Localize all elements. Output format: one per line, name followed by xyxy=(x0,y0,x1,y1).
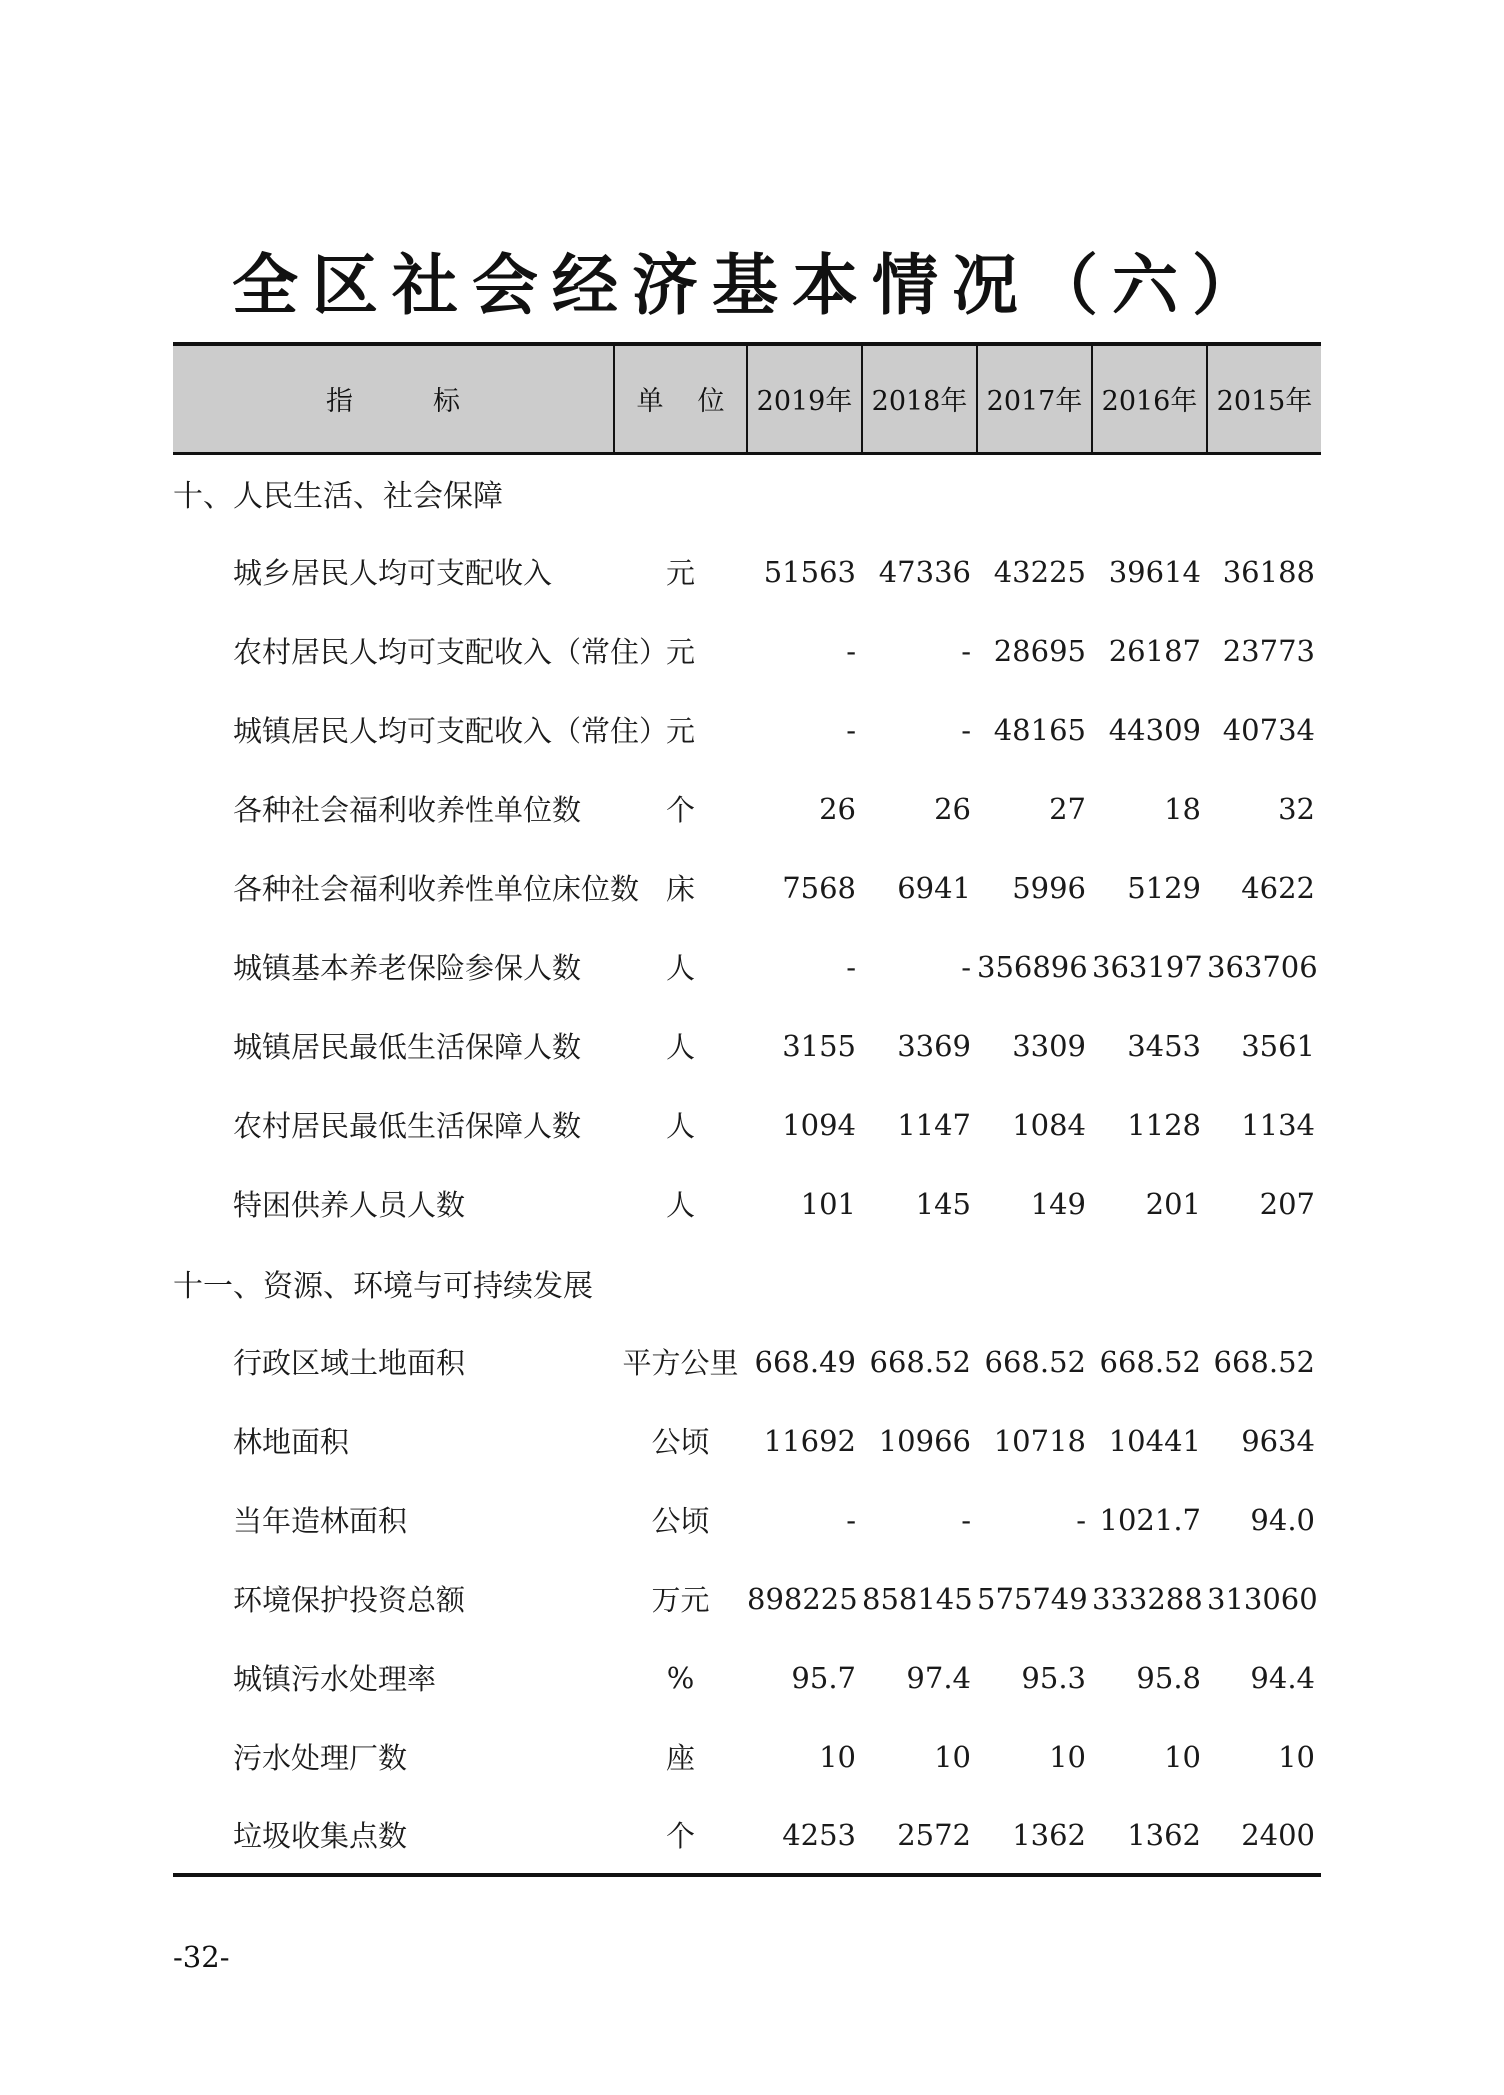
indicator-name: 各种社会福利收养性单位床位数 xyxy=(233,872,640,906)
indicator-value: 95.8 xyxy=(1136,1660,1201,1695)
indicator-value: 668.52 xyxy=(869,1344,971,1379)
indicator-value: 1084 xyxy=(1012,1107,1086,1142)
indicator-unit: 元 xyxy=(665,635,695,669)
indicator-value: 10 xyxy=(1164,1739,1201,1774)
indicator-value: 3561 xyxy=(1241,1028,1315,1063)
indicator-value: 668.52 xyxy=(984,1344,1086,1379)
indicator-name: 各种社会福利收养性单位数 xyxy=(233,793,582,827)
indicator-value: 95.3 xyxy=(1021,1660,1086,1695)
indicator-name: 农村居民最低生活保障人数 xyxy=(233,1109,582,1143)
table-row xyxy=(173,611,1321,690)
indicator-value: 95.7 xyxy=(791,1660,856,1695)
indicator-value: 6941 xyxy=(897,870,971,905)
indicator-value: 575749 xyxy=(977,1581,1088,1616)
indicator-value: 5129 xyxy=(1127,870,1201,905)
table-row xyxy=(173,532,1321,611)
statistics-table xyxy=(173,342,1321,1877)
header-indicator: 指 标 xyxy=(173,344,614,453)
header-year: 2015年 xyxy=(1207,344,1321,453)
indicator-value: 10 xyxy=(1278,1739,1315,1774)
indicator-unit: 万元 xyxy=(651,1583,710,1617)
indicator-value: - xyxy=(846,1502,856,1537)
indicator-value: 10 xyxy=(934,1739,971,1774)
indicator-value: 1094 xyxy=(782,1107,856,1142)
indicator-value: - xyxy=(961,633,971,668)
indicator-value: 668.49 xyxy=(754,1344,856,1379)
indicator-value: 1128 xyxy=(1127,1107,1201,1142)
table-row xyxy=(173,927,1321,1006)
table-row xyxy=(173,1480,1321,1559)
indicator-unit: 人 xyxy=(665,1109,695,1143)
page-title: 全区社会经济基本情况（六） xyxy=(232,246,1272,324)
indicator-value: 1134 xyxy=(1241,1107,1315,1142)
indicator-unit: % xyxy=(666,1660,695,1695)
indicator-name: 城镇居民人均可支配收入（常住） xyxy=(233,714,669,748)
indicator-value: - xyxy=(846,949,856,984)
indicator-unit: 人 xyxy=(665,951,695,985)
indicator-value: 5996 xyxy=(1012,870,1086,905)
indicator-value: 668.52 xyxy=(1099,1344,1201,1379)
indicator-value: 28695 xyxy=(993,633,1086,668)
table-row xyxy=(173,769,1321,848)
table-row xyxy=(173,1322,1321,1401)
indicator-value: 7568 xyxy=(782,870,856,905)
indicator-value: 32 xyxy=(1278,791,1315,826)
indicator-value: 26187 xyxy=(1108,633,1201,668)
indicator-name: 城镇污水处理率 xyxy=(233,1662,437,1696)
indicator-value: 40734 xyxy=(1222,712,1315,747)
indicator-unit: 床 xyxy=(665,872,695,906)
indicator-unit: 元 xyxy=(665,714,695,748)
indicator-value: 18 xyxy=(1164,791,1201,826)
table-row xyxy=(173,1796,1321,1875)
indicator-value: 10441 xyxy=(1108,1423,1201,1458)
indicator-value: 363706 xyxy=(1207,949,1318,984)
table-row xyxy=(173,1401,1321,1480)
table-row xyxy=(173,1559,1321,1638)
indicator-value: 9634 xyxy=(1241,1423,1315,1458)
indicator-value: - xyxy=(846,712,856,747)
table-row xyxy=(173,1717,1321,1796)
indicator-value: 2572 xyxy=(897,1817,971,1852)
indicator-value: 48165 xyxy=(993,712,1086,747)
indicator-value: 1362 xyxy=(1127,1817,1201,1852)
section-heading: 十一、资源、环境与可持续发展 xyxy=(173,1268,593,1304)
section-heading-row xyxy=(173,453,1321,532)
indicator-value: 101 xyxy=(800,1186,856,1221)
indicator-value: 47336 xyxy=(878,554,971,589)
indicator-value: 94.4 xyxy=(1250,1660,1315,1695)
indicator-value: 39614 xyxy=(1108,554,1201,589)
indicator-name: 当年造林面积 xyxy=(233,1504,408,1538)
indicator-value: 149 xyxy=(1030,1186,1086,1221)
indicator-value: 333288 xyxy=(1092,1581,1203,1616)
indicator-value: 27 xyxy=(1049,791,1086,826)
indicator-value: 11692 xyxy=(763,1423,856,1458)
indicator-unit: 平方公里 xyxy=(622,1346,739,1380)
indicator-value: 313060 xyxy=(1207,1581,1318,1616)
indicator-name: 城乡居民人均可支配收入 xyxy=(233,556,553,590)
indicator-unit: 个 xyxy=(665,793,695,827)
indicator-value: 3309 xyxy=(1012,1028,1086,1063)
indicator-value: 10718 xyxy=(993,1423,1086,1458)
indicator-value: 668.52 xyxy=(1213,1344,1315,1379)
table-row xyxy=(173,848,1321,927)
indicator-name: 环境保护投资总额 xyxy=(233,1583,466,1617)
indicator-value: 23773 xyxy=(1222,633,1315,668)
indicator-value: 3155 xyxy=(782,1028,856,1063)
indicator-name: 城镇基本养老保险参保人数 xyxy=(233,951,582,985)
indicator-value: 1362 xyxy=(1012,1817,1086,1852)
indicator-value: 858145 xyxy=(862,1581,973,1616)
indicator-value: - xyxy=(961,712,971,747)
header-year: 2019年 xyxy=(747,344,862,453)
indicator-value: 94.0 xyxy=(1250,1502,1315,1537)
indicator-value: 97.4 xyxy=(906,1660,971,1695)
table-row xyxy=(173,1164,1321,1243)
indicator-unit: 元 xyxy=(665,556,695,590)
table-row xyxy=(173,1006,1321,1085)
indicator-value: 44309 xyxy=(1108,712,1201,747)
indicator-value: 201 xyxy=(1145,1186,1201,1221)
indicator-unit: 个 xyxy=(665,1819,695,1853)
header-unit: 单 位 xyxy=(614,344,747,453)
table-row xyxy=(173,1085,1321,1164)
indicator-value: - xyxy=(961,949,971,984)
indicator-value: 51563 xyxy=(763,554,856,589)
indicator-value: 1021.7 xyxy=(1099,1502,1201,1537)
indicator-name: 污水处理厂数 xyxy=(233,1741,408,1775)
indicator-value: 4622 xyxy=(1241,870,1315,905)
indicator-unit: 人 xyxy=(665,1188,695,1222)
indicator-unit: 座 xyxy=(665,1741,695,1775)
indicator-value: 26 xyxy=(819,791,856,826)
indicator-name: 行政区域土地面积 xyxy=(233,1346,466,1380)
indicator-value: 3453 xyxy=(1127,1028,1201,1063)
indicator-value: 3369 xyxy=(897,1028,971,1063)
indicator-value: - xyxy=(961,1502,971,1537)
indicator-value: 2400 xyxy=(1241,1817,1315,1852)
indicator-value: - xyxy=(1076,1502,1086,1537)
indicator-name: 城镇居民最低生活保障人数 xyxy=(233,1030,582,1064)
page-number: -32- xyxy=(173,1940,230,1974)
header-year: 2017年 xyxy=(977,344,1092,453)
table-body xyxy=(173,453,1321,1875)
indicator-value: 898225 xyxy=(747,1581,858,1616)
indicator-value: 1147 xyxy=(897,1107,971,1142)
indicator-unit: 公顷 xyxy=(651,1504,710,1538)
indicator-value: 43225 xyxy=(993,554,1086,589)
indicator-value: 207 xyxy=(1259,1186,1315,1221)
statistics-table-container xyxy=(173,342,1321,1877)
indicator-value: 145 xyxy=(915,1186,971,1221)
indicator-value: 26 xyxy=(934,791,971,826)
indicator-value: 356896 xyxy=(977,949,1088,984)
indicator-name: 垃圾收集点数 xyxy=(233,1819,408,1853)
header-year: 2018年 xyxy=(862,344,977,453)
table-header-row xyxy=(173,344,1321,453)
indicator-value: 10966 xyxy=(878,1423,971,1458)
section-heading: 十、人民生活、社会保障 xyxy=(173,479,503,515)
indicator-value: - xyxy=(846,633,856,668)
table-row xyxy=(173,690,1321,769)
indicator-value: 10 xyxy=(819,1739,856,1774)
indicator-value: 363197 xyxy=(1092,949,1203,984)
indicator-value: 10 xyxy=(1049,1739,1086,1774)
indicator-value: 4253 xyxy=(782,1817,856,1852)
section-heading-row xyxy=(173,1243,1321,1322)
indicator-name: 农村居民人均可支配收入（常住） xyxy=(233,635,669,669)
indicator-unit: 公顷 xyxy=(651,1425,710,1459)
table-row xyxy=(173,1638,1321,1717)
indicator-unit: 人 xyxy=(665,1030,695,1064)
indicator-name: 特困供养人员人数 xyxy=(233,1188,466,1222)
indicator-name: 林地面积 xyxy=(233,1425,350,1459)
indicator-value: 36188 xyxy=(1222,554,1315,589)
header-year: 2016年 xyxy=(1092,344,1207,453)
